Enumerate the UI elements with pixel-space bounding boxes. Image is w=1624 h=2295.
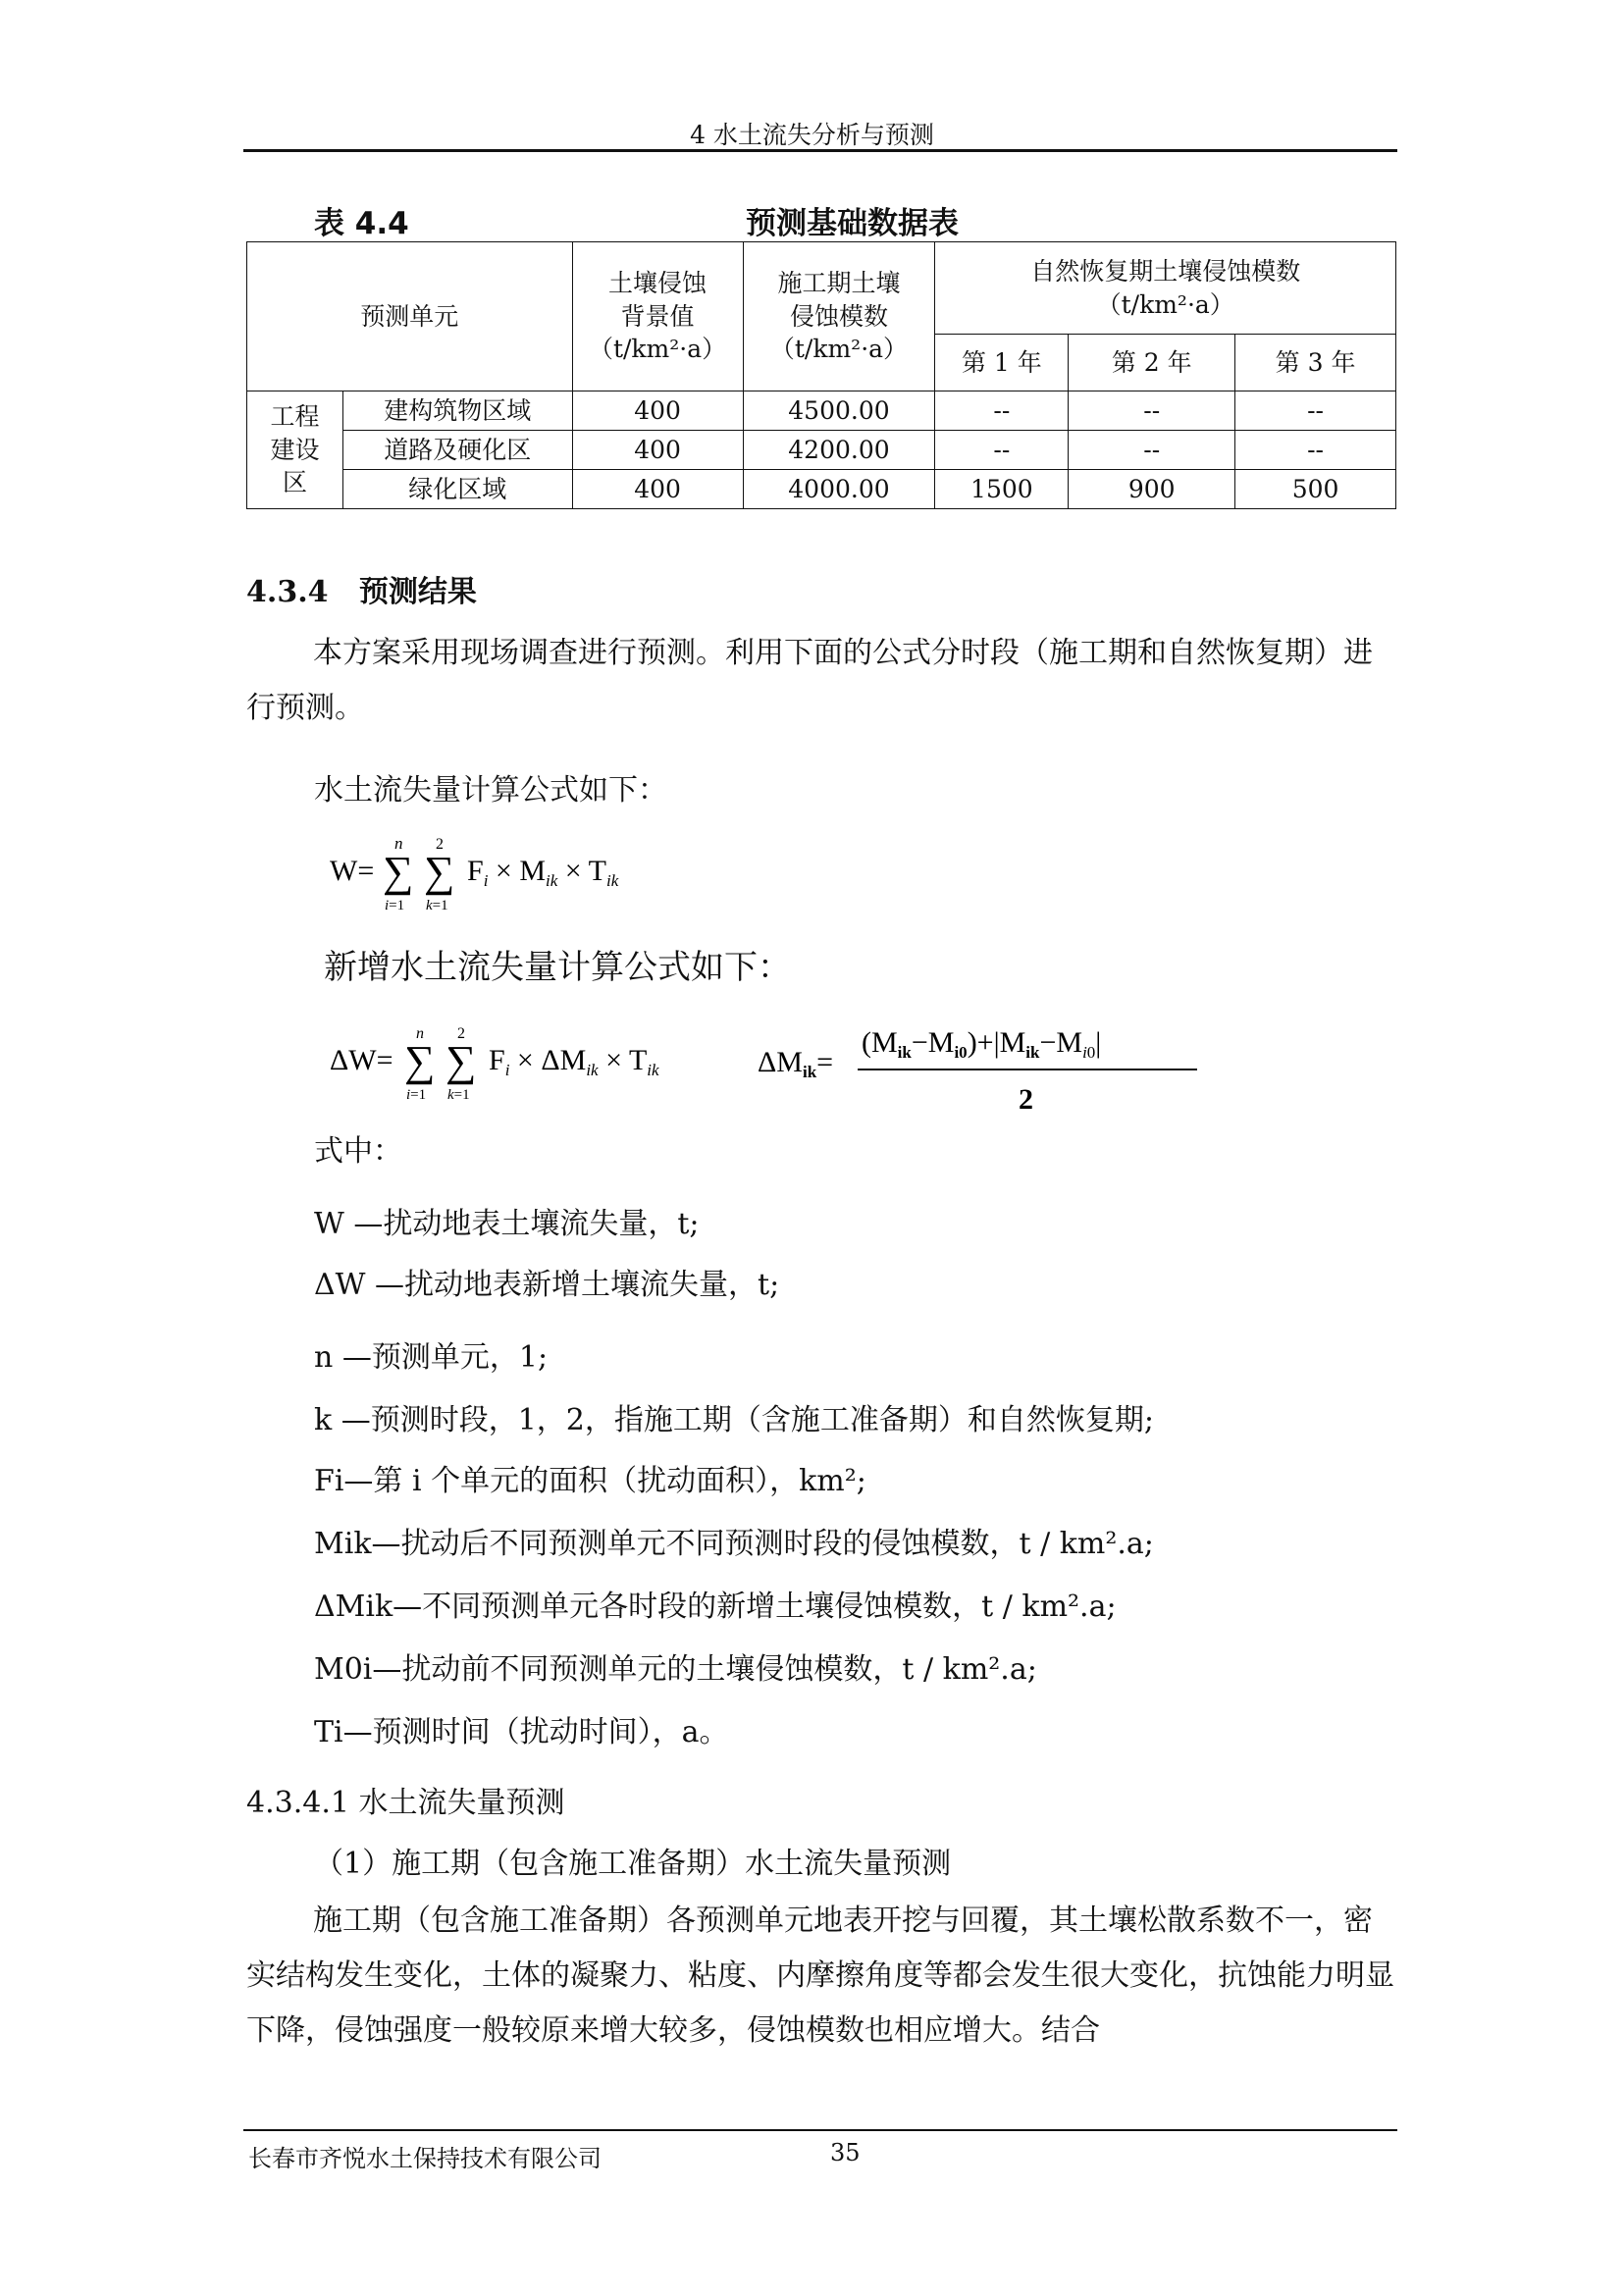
intro-paragraph: 本方案采用现场调查进行预测。利用下面的公式分时段（施工期和自然恢复期）进行预测。 — [246, 636, 1373, 725]
svg-text:i=1: i=1 — [385, 898, 405, 913]
row-name: 道路及硬化区 — [342, 431, 572, 470]
svg-text:Fi × Mik × Tik: $F_i \times M_{ik} \times T_{ik}$ — [467, 855, 619, 890]
svg-text:n: n — [394, 834, 403, 853]
subsection-heading: 4.3.4.1 水土流失量预测 — [246, 1786, 565, 1820]
row-y2: -- — [1069, 391, 1235, 431]
formula2-label: 新增水土流失量计算公式如下： — [324, 948, 791, 987]
def-n: n —预测单元，1; — [314, 1340, 549, 1375]
svg-text:W=: W= — [330, 855, 375, 887]
formula-new-soil-loss — [324, 1020, 1207, 1119]
header-year-2: 第 2 年 — [1069, 335, 1235, 391]
table-title: 预测基础数据表 — [746, 206, 959, 241]
header-natural-recovery: 自然恢复期土壤侵蚀模数 （t/km²·a） — [935, 242, 1396, 335]
svg-text:ΔW=: ΔW= — [330, 1044, 393, 1076]
row-y1: -- — [935, 391, 1069, 431]
def-k: k —预测时段，1，2，指施工期（含施工准备期）和自然恢复期; — [314, 1403, 1154, 1437]
row-bg: 400 — [572, 431, 743, 470]
row-y3: -- — [1235, 431, 1396, 470]
svg-text:2: 2 — [1019, 1083, 1033, 1116]
def-fi: Fi—第 i 个单元的面积（扰动面积），km²; — [314, 1464, 866, 1498]
row-bg: 400 — [572, 391, 743, 431]
row-y2: 900 — [1069, 470, 1235, 509]
def-ti: Ti—预测时间（扰动时间），a。 — [314, 1715, 729, 1749]
svg-text:∑: ∑ — [424, 848, 455, 896]
table-number: 表 4.4 — [314, 206, 409, 241]
body-paragraph: 施工期（包含施工准备期）各预测单元地表开挖与回覆，其土壤松散系数不一，密实结构发生变化，土体的凝聚力、粘度、内摩擦角度等都会发生很大变化，抗蚀能力明显下降，侵蚀强度一般较原来增大较多，侵蚀模数也相应增大。结合 — [246, 1904, 1394, 2048]
row-y1: -- — [935, 431, 1069, 470]
row-y2: -- — [1069, 431, 1235, 470]
svg-text:k=1: k=1 — [447, 1087, 470, 1103]
svg-text:(Mik−Mi0)+|Mik−Mi0|: $(M_{ik}-M_{i0})+|M_{ik}-M_i0|$ — [862, 1026, 1102, 1062]
where-label: 式中： — [314, 1134, 402, 1169]
item-heading: （1）施工期（包含施工准备期）水土流失量预测 — [314, 1847, 952, 1881]
footer-company: 长春市齐悦水土保持技术有限公司 — [248, 2145, 602, 2172]
svg-text:ΔMik=: $\Delta M_{ik}=$ — [758, 1046, 834, 1081]
def-delta-w: ΔW —扰动地表新增土壤流失量，t; — [314, 1268, 780, 1302]
def-w: W —扰动地表土壤流失量，t; — [314, 1207, 700, 1241]
header-rule — [243, 149, 1397, 152]
table-row — [247, 391, 1396, 431]
header-year-1: 第 1 年 — [935, 335, 1069, 391]
svg-text:Fi × ΔMik × Tik: $F_i \times \Delta M_{ik} \times T_{ik}$ — [489, 1044, 659, 1079]
svg-text:∑: ∑ — [383, 848, 414, 896]
svg-text:∑: ∑ — [404, 1037, 436, 1085]
formula-soil-loss — [324, 829, 677, 917]
table-row — [247, 470, 1396, 509]
row-y3: -- — [1235, 391, 1396, 431]
row-con: 4000.00 — [743, 470, 935, 509]
running-header: 4 水土流失分析与预测 — [690, 121, 934, 149]
row-y3: 500 — [1235, 470, 1396, 509]
svg-text:2: 2 — [457, 1025, 465, 1042]
section-heading: 4.3.4 预测结果 — [246, 575, 477, 609]
def-delta-mik: ΔMik—不同预测单元各时段的新增土壤侵蚀模数，t / km².a; — [314, 1590, 1117, 1624]
svg-text:k=1: k=1 — [426, 898, 448, 913]
svg-text:2: 2 — [436, 836, 444, 853]
header-year-3: 第 3 年 — [1235, 335, 1396, 391]
row-bg: 400 — [572, 470, 743, 509]
row-con: 4200.00 — [743, 431, 935, 470]
header-background: 土壤侵蚀 背景值 （t/km²·a） — [572, 242, 743, 391]
svg-text:i=1: i=1 — [406, 1087, 427, 1103]
svg-text:∑: ∑ — [445, 1037, 477, 1085]
header-unit: 预测单元 — [247, 242, 573, 391]
row-con: 4500.00 — [743, 391, 935, 431]
def-mik: Mik—扰动后不同预测单元不同预测时段的侵蚀模数，t / km².a; — [314, 1527, 1154, 1561]
def-m0i: M0i—扰动前不同预测单元的土壤侵蚀模数，t / km².a; — [314, 1652, 1037, 1687]
page-number: 35 — [830, 2139, 861, 2166]
prediction-data-table — [246, 241, 1396, 509]
footer-rule — [243, 2129, 1397, 2131]
row-name: 建构筑物区域 — [342, 391, 572, 431]
header-construction: 施工期土壤 侵蚀模数 （t/km²·a） — [743, 242, 935, 391]
svg-text:n: n — [416, 1025, 424, 1042]
table-row — [247, 431, 1396, 470]
formula1-label: 水土流失量计算公式如下： — [314, 773, 667, 808]
group-label: 工程 建设 区 — [247, 391, 343, 509]
row-y1: 1500 — [935, 470, 1069, 509]
row-name: 绿化区域 — [342, 470, 572, 509]
